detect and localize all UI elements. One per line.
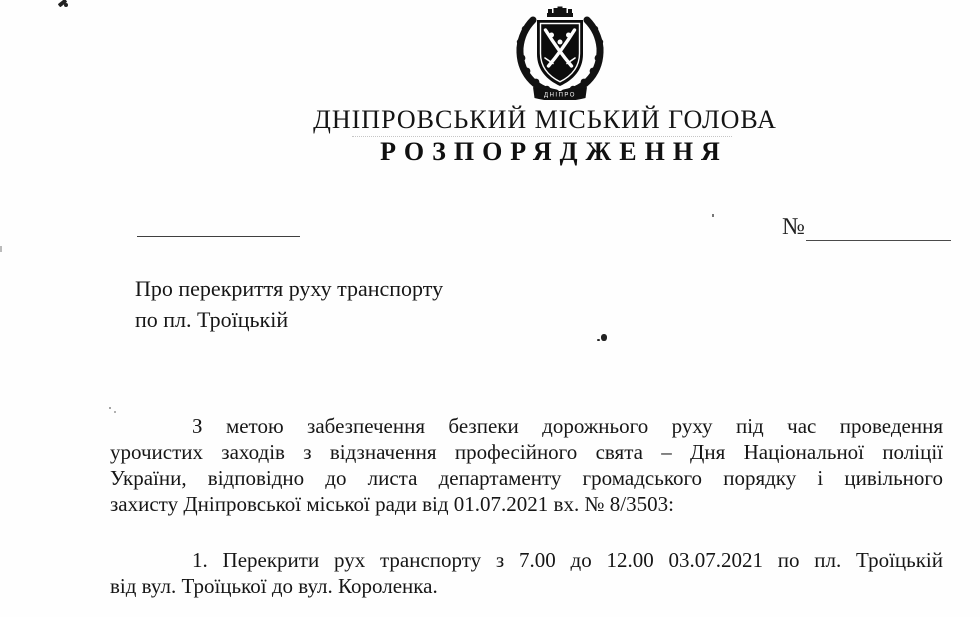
scan-artifact [712,214,714,217]
dnipro-coat-of-arms-icon [500,6,620,100]
scan-artifact [64,3,68,7]
number-sign: № [782,214,805,240]
body-paragraph-item-1 [110,547,943,599]
subject-block [135,273,595,335]
body-line: від вул. Троїцької до вул. Короленка. [110,574,438,598]
body-line: урочистих заходів з відзначення професійного свята – Дня Національної поліції [110,440,943,464]
scan-artifact [601,334,607,341]
authority-title: ДНІПРОВСЬКИЙ МІСЬКИЙ ГОЛОВА [313,105,777,134]
subject-line: по пл. Троїцькій [135,307,289,332]
body-paragraph-preamble [110,413,943,517]
scan-artifact [597,339,600,341]
document-type-title: РОЗПОРЯДЖЕННЯ [380,137,728,166]
body-line: захисту Дніпровської міської ради від 01.07.2021 вх. № 8/3503: [110,492,674,516]
number-blank-line [806,225,951,241]
scan-artifact [0,246,2,252]
date-blank-line [137,221,300,237]
body-line: 1. Перекрити рух транспорту з 7.00 до 12.00 03.07.2021 по пл. Троїцькій [192,548,943,572]
emblem-banner-label: ДНІПРО [544,92,576,99]
body-line: З метою забезпечення безпеки дорожнього руху під час проведення [192,414,943,438]
subject-line: Про перекриття руху транспорту [135,276,444,301]
scan-artifact [109,407,111,409]
body-line: України, відповідно до листа департаменту громадського порядку і цивільного [110,466,943,490]
